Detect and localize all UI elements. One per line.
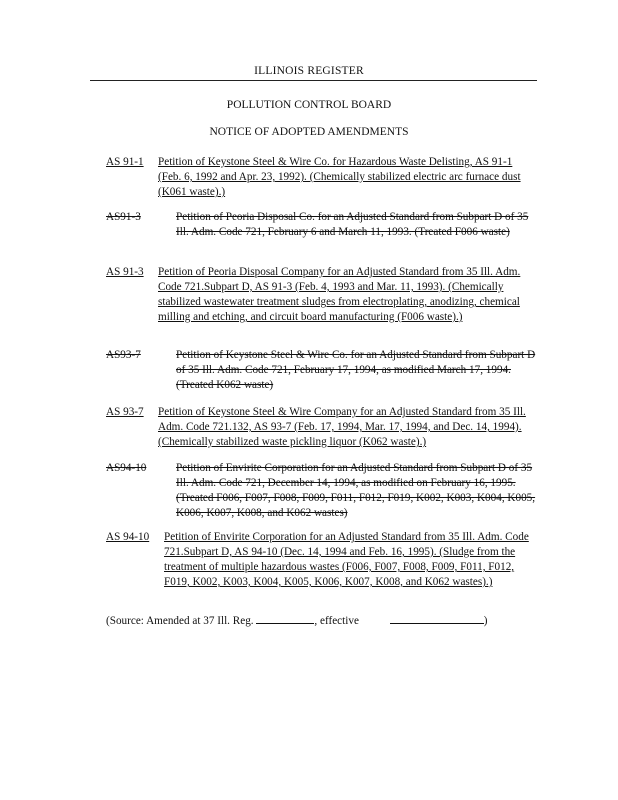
entry-as93-7-deleted <box>106 348 538 393</box>
source-effective: , effective <box>314 615 359 627</box>
source-note <box>106 613 487 627</box>
entry-label: AS 91-1 <box>106 156 144 168</box>
entry-label: AS94-10 <box>106 462 147 474</box>
entry-text: Petition of Envirite Corporation for an Adjusted Standard from Subpart D of 35 Ill. Adm. Code 721, December 14, 1994, as modified on February 16, 1995. (Treated F006, F007, F008, F009, F011, F012, F019, K002, K003, K004, K005, K006, K007, K008, and K062 wastes) <box>176 462 536 519</box>
entry-text: Petition of Envirite Corporation for an Adjusted Standard from 35 Ill. Adm. Code 721.Subpart D, AS 94-10 (Dec. 14, 1994 and Feb. 16, 1995). (Sludge from the treatment of multiple hazardous wastes (F006, F007, F008, F009, F011, F012, F019, K002, K003, K004, K005, K006, K007, K008, and K062 wastes).) <box>164 531 529 588</box>
header-rule <box>90 80 537 81</box>
entry-label: AS 94-10 <box>106 531 150 543</box>
notice-title: NOTICE OF ADOPTED AMENDMENTS <box>209 126 409 138</box>
entry-as-93-7 <box>106 405 538 450</box>
entry-label: AS93-7 <box>106 349 141 361</box>
entry-text: Petition of Peoria Disposal Co. for an Adjusted Standard from Subpart D of 35 Ill. Adm. Code 721, February 6 and March 11, 1993. (Treated F006 waste) <box>176 211 529 238</box>
entry-as-94-10 <box>106 530 538 605</box>
entry-label: AS 91-3 <box>106 266 144 278</box>
board-title: POLLUTION CONTROL BOARD <box>226 99 392 111</box>
register-blank <box>256 613 314 624</box>
source-amended: Amended at 37 Ill. Reg. <box>146 615 254 627</box>
entry-as91-3-deleted <box>106 210 538 255</box>
entry-text: Petition of Peoria Disposal Company for an Adjusted Standard from 35 Ill. Adm. Code 721.Subpart D, AS 91-3 (Feb. 4, 1993 and Mar. 11, 1993). (Chemically stabilized wastewater treatment sludges from electroplating, anodizing, chemical milling and etching, and circuit board manufacturing (F006 waste).) <box>158 266 521 323</box>
entry-as94-10-deleted <box>106 461 538 521</box>
entry-text: Petition of Keystone Steel & Wire Company for an Adjusted Standard from 35 Ill. Adm. Code 721.132, AS 93-7 (Feb. 17, 1994, Mar. 17, 1994, and Dec. 14, 1994). (Chemically stabilized waste pickling liquor (K062 waste).) <box>158 406 526 448</box>
source-prefix: (Source: <box>106 615 144 627</box>
entry-as-91-1 <box>106 155 538 200</box>
entry-text: Petition of Keystone Steel & Wire Co. for Hazardous Waste Delisting, AS 91-1 (Feb. 6, 1992 and Apr. 23, 1992). (Chemically stabilized electric arc furnace dust (K061 waste).) <box>158 156 521 198</box>
entry-text: Petition of Keystone Steel & Wire Co. for an Adjusted Standard from Subpart D of 35 Ill. Adm. Code 721, February 17, 1994, as modified March 17, 1994. (Treated K062 waste) <box>176 349 536 391</box>
register-title: ILLINOIS REGISTER <box>254 65 364 77</box>
source-close-paren: ) <box>483 615 488 627</box>
effective-date-blank <box>390 613 484 624</box>
entry-as-91-3 <box>106 265 538 340</box>
entry-label: AS 93-7 <box>106 406 144 418</box>
entry-label: AS91-3 <box>106 211 141 223</box>
